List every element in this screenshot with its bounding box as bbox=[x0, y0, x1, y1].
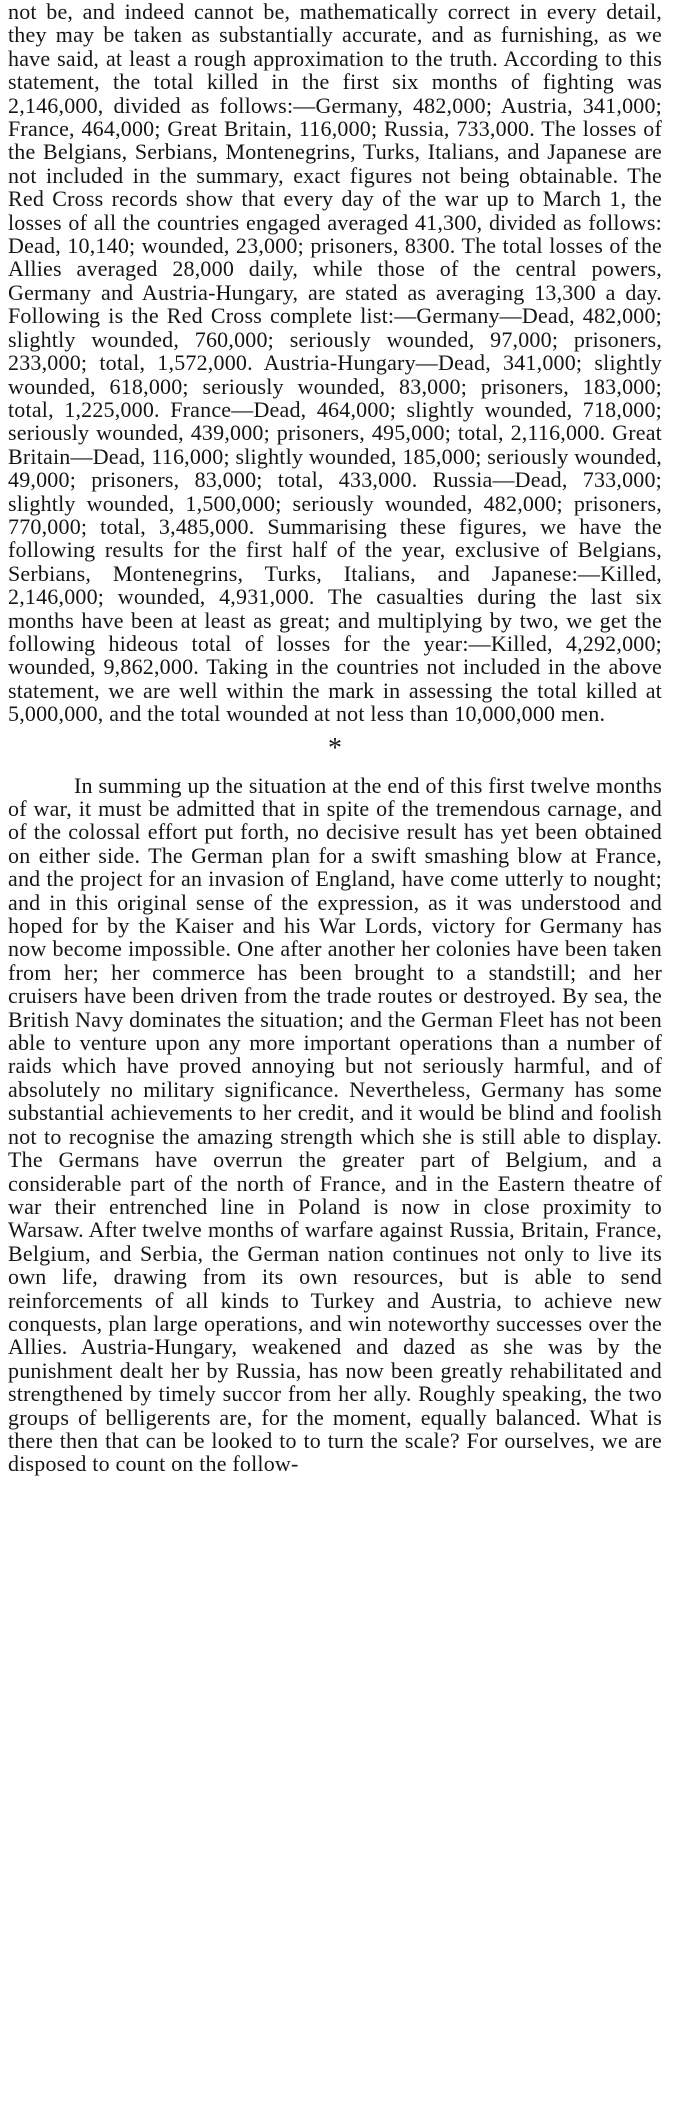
section-separator-asterisk: * bbox=[328, 732, 342, 764]
war-situation-paragraph: In summing up the situation at the end of this first twelve months of war, it must be admitted that in spite of the tremendous carnage, and of the colossal effort put forth, no decisive result has yet been obtained on either side. The German plan for a swift smashing blow at France, and the project for an invasion of England, have come utterly to nought; and in this original sense of the expression, as it was understood and hoped for by the Kaiser and his War Lords, victory for Germany has now become impossible. One after another her colonies have been taken from her; her commerce has been brought to a standstill; and her cruisers have been driven from the trade routes or destroyed. By sea, the British Navy dominates the situation; and the German Fleet has not been able to venture upon any more important operations than a number of raids which have proved annoying but not seriously harmful, and of absolutely no military significance. Nevertheless, Germany has some substantial achievements to her credit, and it would be blind and foolish not to recognise the amazing strength which she is still able to display. The Germans have overrun the greater part of Belgium, and a considerable part of the north of France, and in the Eastern theatre of war their entrenched line in Poland is now in close proximity to Warsaw. After twelve months of warfare against Russia, Britain, France, Belgium, and Serbia, the German nation continues not only to live its own life, drawing from its own resources, but is able to send reinforcements of all kinds to Turkey and Austria, to achieve new conquests, plan large operations, and win noteworthy successes over the Allies. Austria-Hungary, weakened and dazed as she was by the punishment dealt her by Russia, has now been greatly rehabilitated and strengthened by timely succor from her ally. Roughly speaking, the two groups of belligerents are, for the moment, equally balanced. What is there then that can be looked to to turn the scale? For ourselves, we are disposed to count on the follow- bbox=[8, 772, 662, 1477]
casualty-statistics-paragraph: not be, and indeed cannot be, mathematically correct in every detail, they may be taken as substantially accurate, and as furnishing, as we have said, at least a rough approximation to the truth. According to this statement, the total killed in the first six months of fighting was 2,146,000, divided as follows:—Germany, 482,000; Austria, 341,000; France, 464,000; Great Britain, 116,000; Russia, 733,000. The losses of the Belgians, Serbians, Montenegrins, Turks, Italians, and Japanese are not included in the summary, exact figures not being obtainable. The Red Cross records show that every day of the war up to March 1, the losses of all the countries engaged averaged 41,300, divided as follows: Dead, 10,140; wounded, 23,000; prisoners, 8300. The total losses of the Allies averaged 28,000 daily, while those of the central powers, Germany and Austria-Hungary, are stated as averaging 13,300 a day. Following is the Red Cross complete list:—Germany—Dead, 482,000; slightly wounded, 760,000; seriously wounded, 97,000; prisoners, 233,000; total, 1,572,000. Austria-Hungary—Dead, 341,000; slightly wounded, 618,000; seriously wounded, 83,000; prisoners, 183,000; total, 1,225,000. France—Dead, 464,000; slightly wounded, 718,000; seriously wounded, 439,000; prisoners, 495,000; total, 2,116,000. Great Britain—Dead, 116,000; slightly wounded, 185,000; seriously wounded, 49,000; prisoners, 83,000; total, 433,000. Russia—Dead, 733,000; slightly wounded, 1,500,000; seriously wounded, 482,000; prisoners, 770,000; total, 3,485,000. Summarising these figures, we have the following results for the first half of the year, exclusive of Belgians, Serbians, Montenegrins, Turks, Italians, and Japanese:—Killed, 2,146,000; wounded, 4,931,000. The casualties during the last six months have been at least as great; and multiplying by two, we get the following hideous total of losses for the year:—Killed, 4,292,000; wounded, 9,862,000. Taking in the countries not included in the above statement, we are well within the mark in assessing the total killed at 5,000,000, and the total wounded at not less than 10,000,000 men. bbox=[8, 0, 662, 727]
